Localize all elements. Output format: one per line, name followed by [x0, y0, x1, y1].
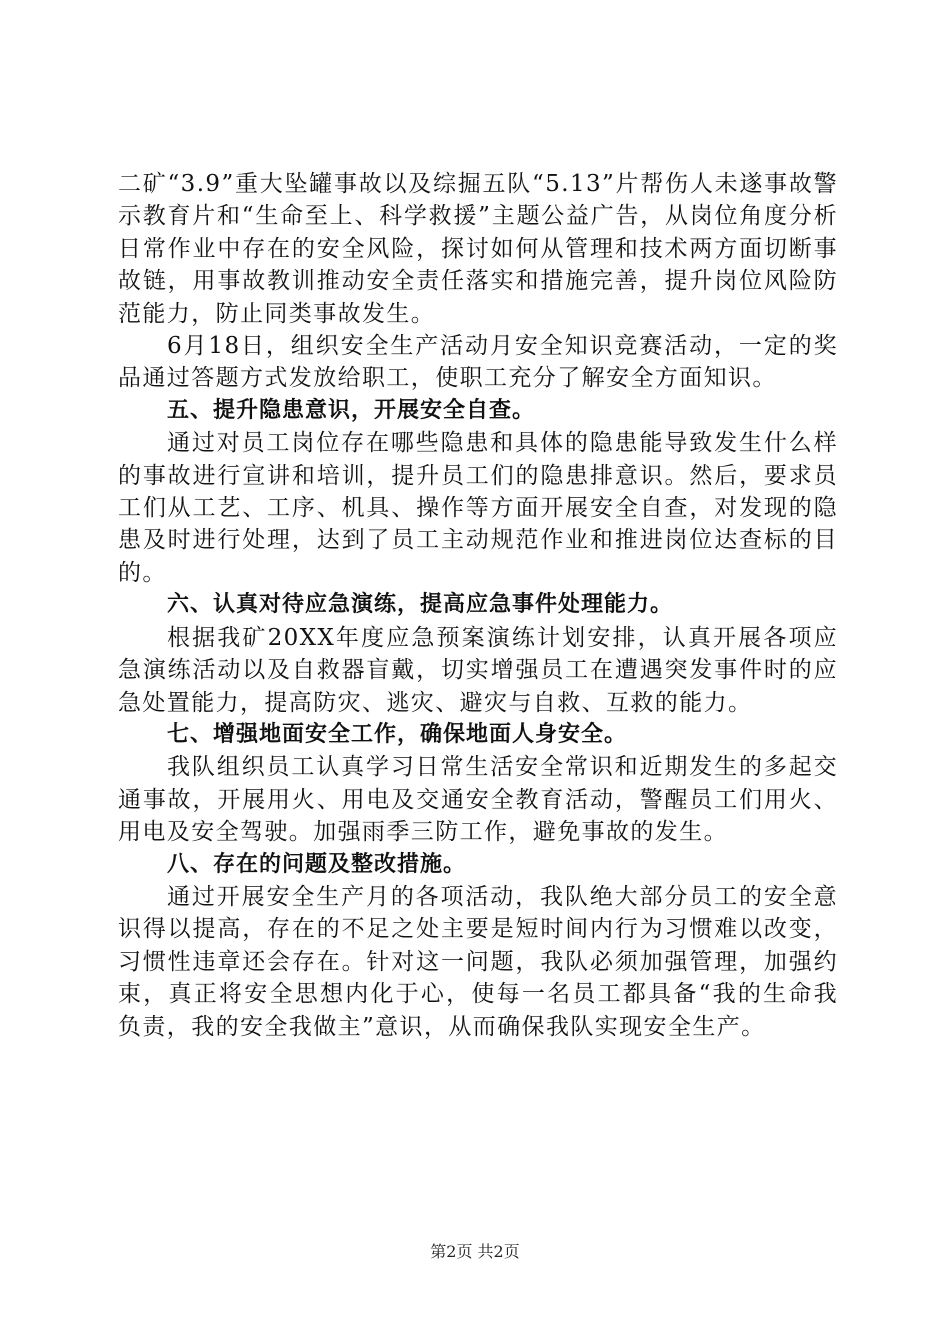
document-body	[118, 168, 838, 1043]
page-number-footer: 第2页 共2页	[430, 1242, 520, 1261]
section-heading-6: 六、认真对待应急演练，提高应急事件处理能力。	[167, 592, 674, 618]
paragraph-accident-education: 二矿“3.9”重大坠罐事故以及综掘五队“5.13”片帮伤人未遂事故警示教育片和“生命至上、科学救援”主题公益广告，从岗位角度分析日常作业中存在的安全风险，探讨如何从管理和技术两方面切断事故链，用事故教训推动安全责任落实和措施完善，提升岗位风险防范能力，防止同类事故发生。	[118, 171, 838, 327]
paragraph-knowledge-contest: 6月18日，组织安全生产活动月安全知识竞赛活动，一定的奖品通过答题方式发放给职工，使职工充分了解安全方面知识。	[118, 333, 838, 392]
paragraph-hazard-selfcheck: 通过对员工岗位存在哪些隐患和具体的隐患能导致发生什么样的事故进行宣讲和培训，提升员工们的隐患排意识。然后，要求员工们从工艺、工序、机具、操作等方面开展安全自查，对发现的隐患及时进行处理，达到了员工主动规范作业和推进岗位达查标的目的。	[118, 430, 838, 586]
section-heading-7: 七、增强地面安全工作，确保地面人身安全。	[167, 721, 628, 747]
paragraph-problems-measures: 通过开展安全生产月的各项活动，我队绝大部分员工的安全意识得以提高，存在的不足之处主要是短时间内行为习惯难以改变，习惯性违章还会存在。针对这一问题，我队必须加强管理，加强约束，真正将安全思想内化于心，使每一名员工都具备“我的生命我负责，我的安全我做主”意识，从而确保我队实现安全生产。	[118, 883, 838, 1040]
section-heading-5: 五、提升隐患意识，开展安全自查。	[167, 397, 536, 423]
paragraph-emergency-drill: 根据我矿20XX年度应急预案演练计划安排，认真开展各项应急演练活动以及自救器盲戴，切实增强员工在遭遇突发事件时的应急处置能力，提高防灾、逃灾、避灾与自救、互救的能力。	[118, 624, 838, 716]
section-heading-8: 八、存在的问题及整改措施。	[167, 851, 467, 877]
paragraph-ground-safety: 我队组织员工认真学习日常生活安全常识和近期发生的多起交通事故，开展用火、用电及交通安全教育活动，警醒员工们用火、用电及安全驾驶。加强雨季三防工作，避免事故的发生。	[118, 754, 838, 846]
